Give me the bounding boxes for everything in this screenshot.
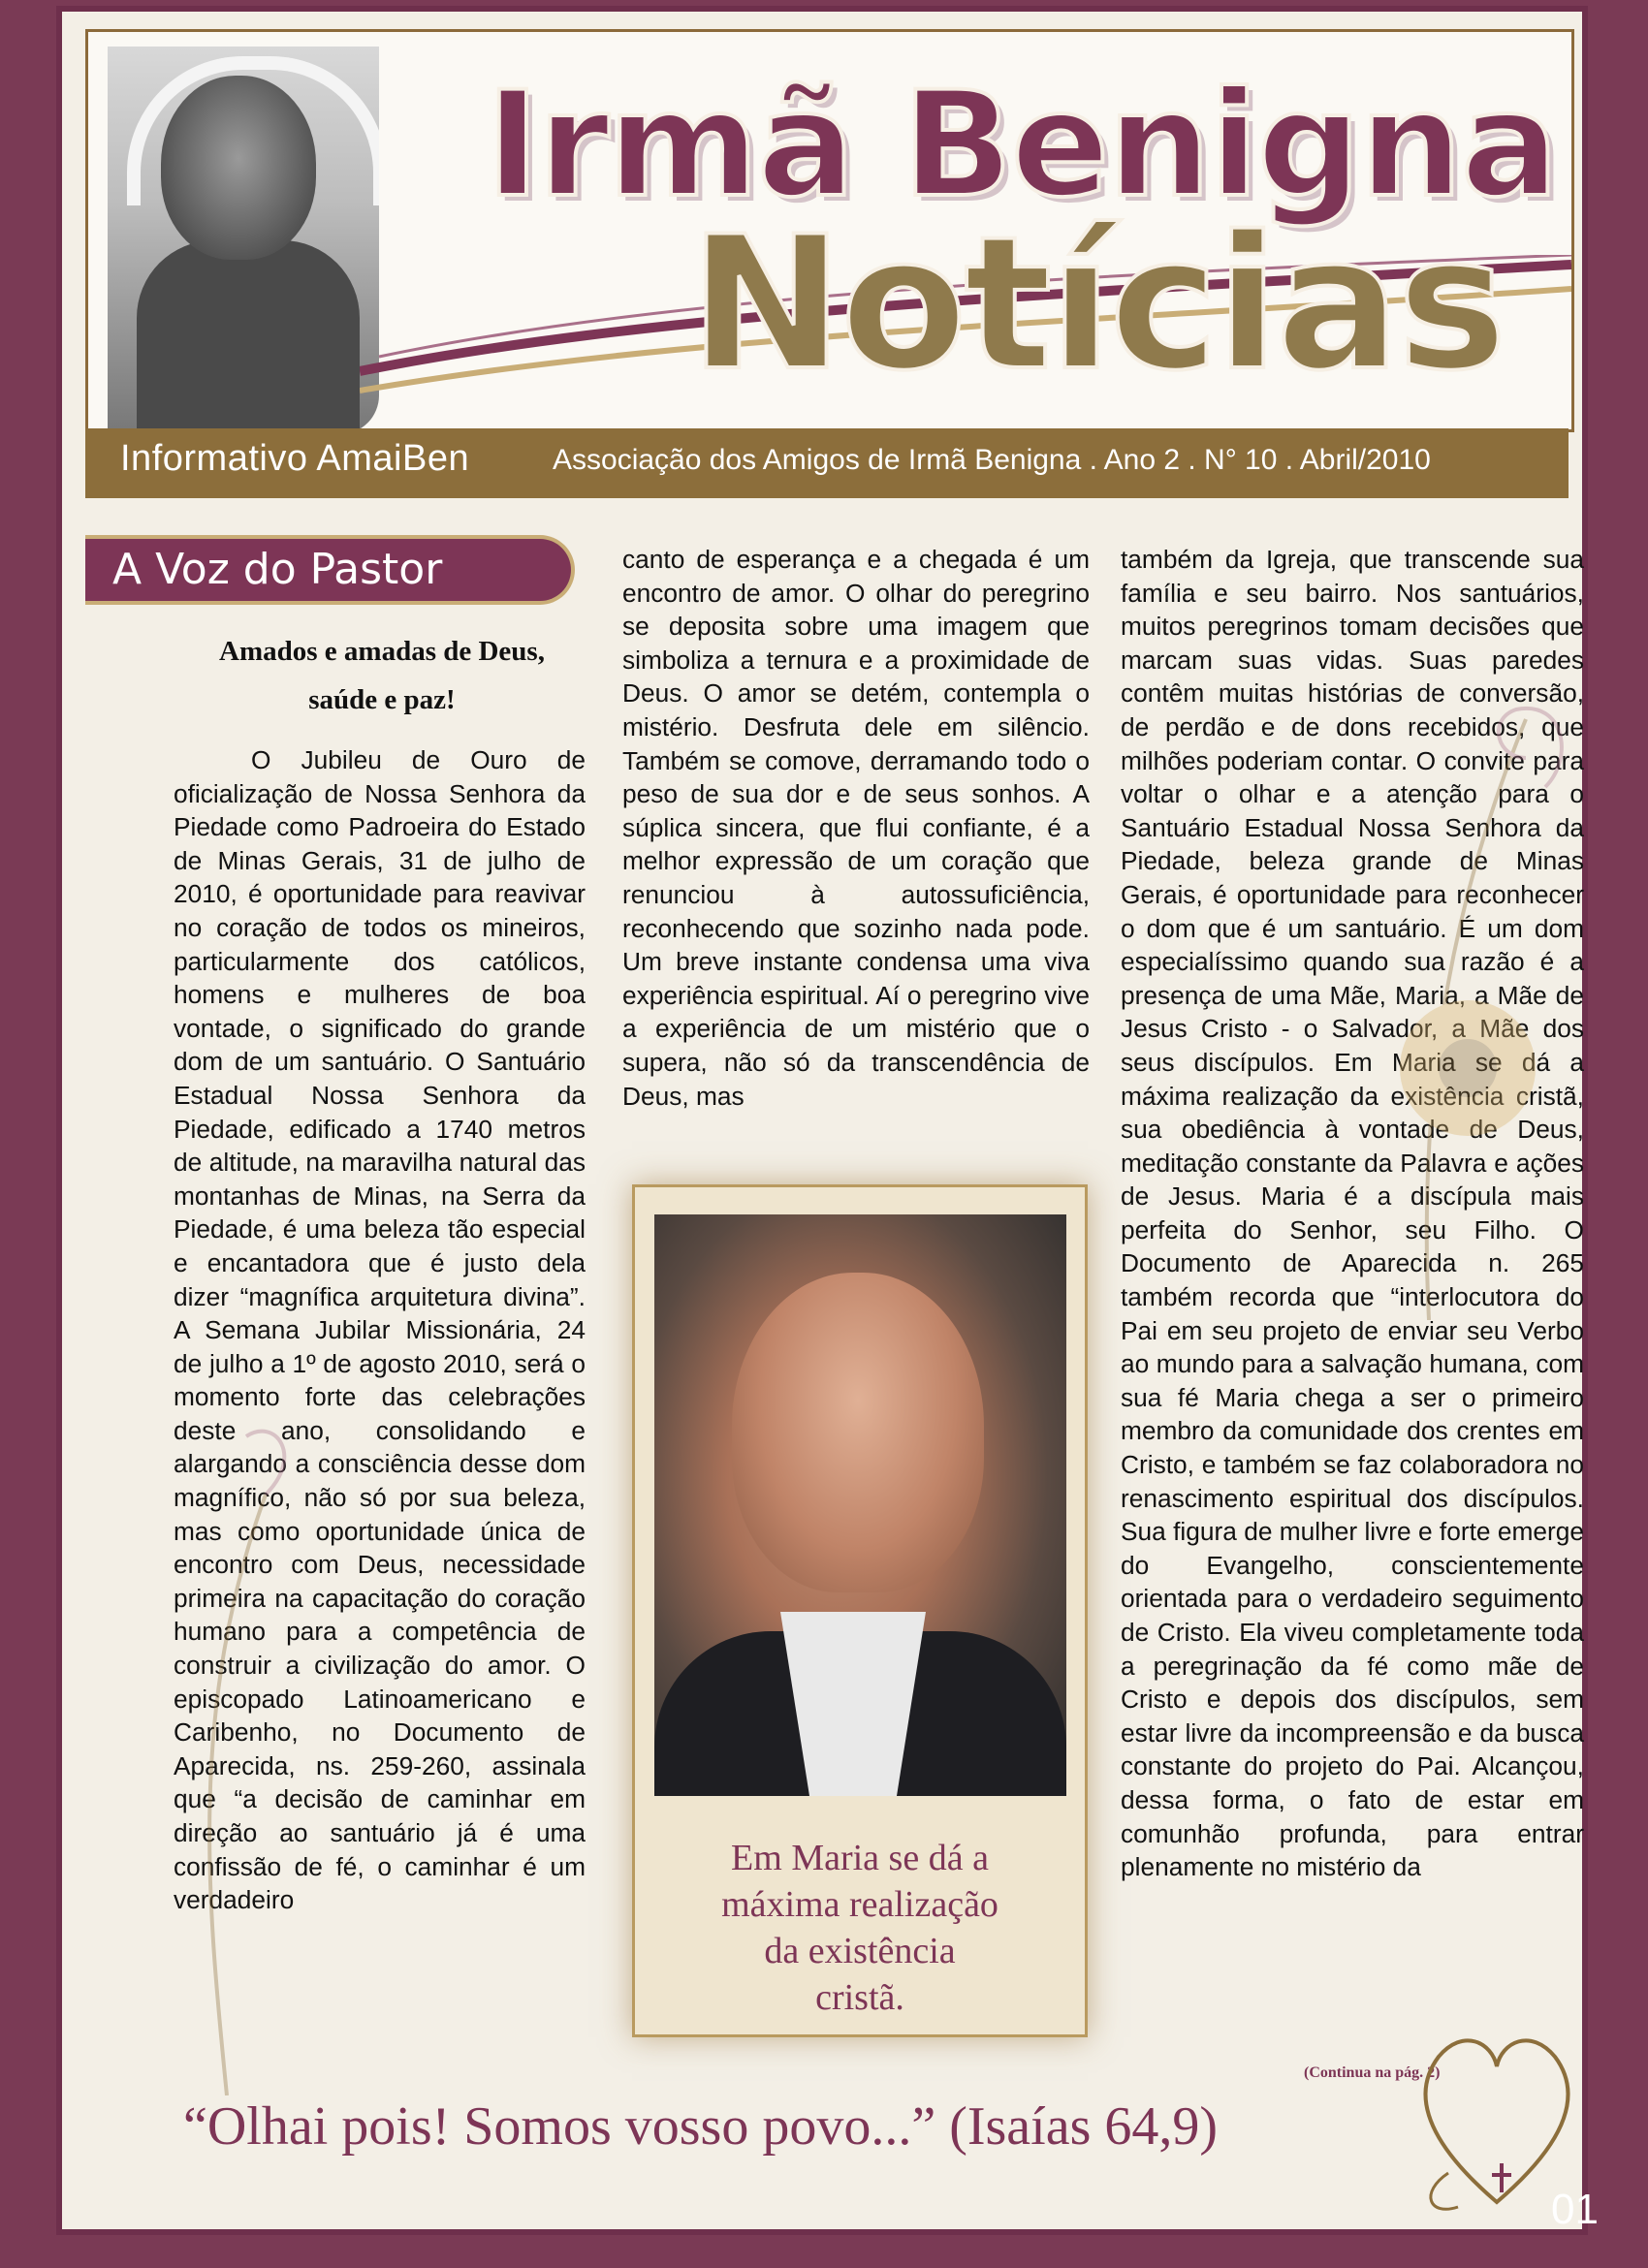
caption-line1: Em Maria se dá a [731,1838,989,1878]
caption-line4: cristã. [815,1977,904,2018]
article-col3-text: também da Igreja, que transcende sua família e seu bairro. Nos santuários, muitos peregrinos tomam decisões que marcam suas vidas. Suas paredes contêm muitas histórias de conversão, de perdão e de dons recebidos, que milhões poderiam contar. O convite para voltar o olhar e a atenção para o Santuário Estadual Nossa Senhora da Piedade, beleza grande de Minas Gerais, é oportunidade para reconhecer o dom que é um santuário. É um dom especialíssimo quando sua razão é a presença de uma Mãe, Maria, a Mãe de Jesus Cristo - o Salvador, a Mãe dos seus discípulos. Em Maria se dá a máxima realização da existência cristã, sua obediência à vontade de Deus, meditação constante da Palavra e ações de Jesus. Maria é a discípula mais perfeita do Senhor, seu Filho. O Documento de Aparecida n. 265 também recorda que “interlocutora do Pai em seu projeto de enviar seu Verbo ao mundo para a salvação humana, com sua fé Maria chega a ser o primeiro membro da comunidade dos crentes em Cristo, e também se faz colaboradora no renascimento espiritual dos discípulos. Sua figura de mulher livre e forte emerge do Evangelho, conscientemente orientada para o verdadeiro seguimento de Cristo. Ela viveu completamente toda a peregrinação da fé como mãe de Cristo e depois dos discípulos, sem estar livre da incompreensão e da busca constante do projeto do Pai. Alcançou, dessa forma, o fato de estar em comunhão profunda, para entrar plenamente no mistério da [1121,545,1584,1882]
masthead-title-line2: Notícias [689,197,1505,411]
bishop-photo-frame [632,1184,1088,2037]
article-greeting [159,627,605,724]
irma-benigna-portrait [108,47,379,432]
newsletter-page [56,6,1588,2235]
info-bar [85,428,1569,498]
continued-note: (Continua na pág. 2) [1304,2064,1441,2081]
caption-line3: da existência [764,1931,956,1971]
greeting-line1: Amados e amadas de Deus, [219,636,545,667]
masthead-title-line1: Irmã Benigna [486,61,1558,230]
page-number: 01 [1551,2186,1599,2233]
masthead [85,29,1574,432]
greeting-line2: saúde e paz! [308,684,456,715]
footer-quote: “Olhai pois! Somos vosso povo...” (Isaías 64,9) [183,2096,1219,2157]
wheat-flourish-icon [1274,642,1584,1320]
article-col2-text: canto de esperança e a chegada é um encontro de amor. O olhar do peregrino se deposita sobre uma imagem que simboliza a ternura e a proximidade de Deus. O amor se detém, contempla o mistério. Desfruta dele em silêncio. Também se comove, derramando todo o peso de sua dor e de seus sonhos. A súplica sincera, que flui confiante, é a melhor expressão de um coração que renunciou à autossuficiência, reconhecendo que sozinho nada pode. Um breve instante condensa uma viva experiência espiritual. Aí o peregrino vive a experiência de um mistério que o supera, não só da transcendência de Deus, mas [622,545,1090,1111]
info-bar-issue: Associação dos Amigos de Irmã Benigna . Ano 2 . N° 10 . Abril/2010 [553,444,1431,476]
caption-line2: máxima realização [721,1884,998,1925]
section-title: A Voz do Pastor [112,545,443,594]
photo-caption [635,1835,1085,2021]
article-col1-text: O Jubileu de Ouro de oficialização de Nossa Senhora da Piedade como Padroeira do Estado de Minas Gerais, 31 de julho de 2010, é oportunidade para reavivar no coração de todos os mineiros, particularmente dos católicos, homens e mulheres de boa vontade, o significado do grande dom de um santuário. O Santuário Estadual Nossa Senhora da Piedade, edificado a 1740 metros de altitude, na maravilha natural das montanhas de Minas, na Serra da Piedade, é uma beleza tão especial e encantadora que é justo dela dizer “magnífica arquitetura divina”. A Semana Jubilar Missionária, 24 de julho a 1º de agosto 2010, será o momento forte das celebrações deste ano, consolidando e alargando a consciência desse dom magnífico, não só por sua beleza, mas como oportunidade única de encontro com Deus, necessidade primeira na capacitação do coração humano para a competência de construir a civilização do amor. O episcopado Latinoamericano e Caribenho, no Documento de Aparecida, ns. 259-260, assinala que “a decisão de caminhar em direção ao santuário já é uma confissão de fé, o caminhar é um verdadeiro [174,745,586,1915]
article-column-2 [622,543,1090,1113]
info-bar-publication: Informativo AmaiBen [120,438,470,479]
bishop-photo [654,1214,1066,1796]
section-tab [85,535,575,605]
flourish-left-icon [130,1417,324,2095]
